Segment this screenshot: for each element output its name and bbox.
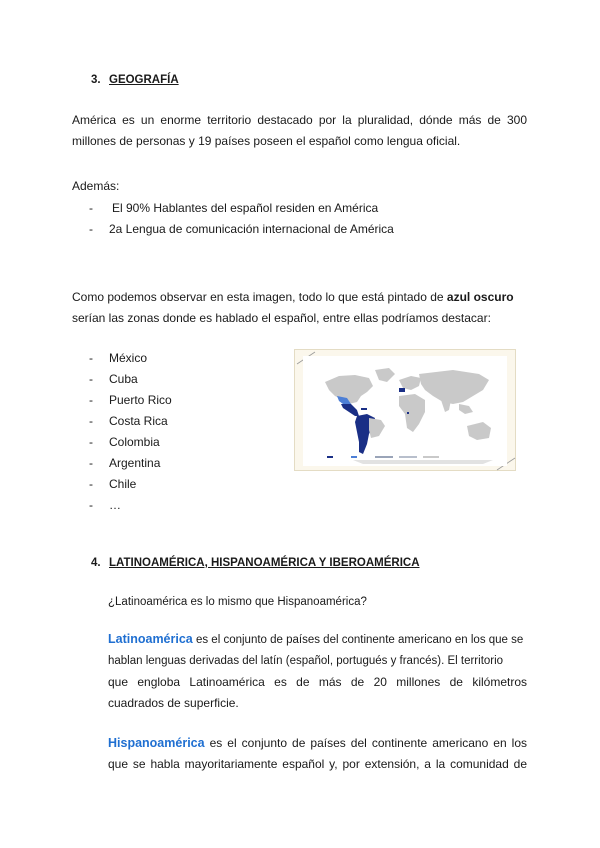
intro-line-1: América es un enorme territorio destacado por la pluralidad, dónde más de 300	[72, 113, 527, 127]
section-4-number: 4.	[91, 557, 101, 569]
section-3-heading	[91, 74, 179, 86]
observe-line-2: serían las zonas donde es hablado el español, entre ellas podríamos destacar:	[72, 311, 491, 325]
latinoamerica-term: Latinoamérica	[108, 632, 193, 646]
ademas-item-text: El 90% Hablantes del español residen en América	[112, 201, 379, 215]
dash-bullet: -	[89, 393, 93, 407]
ademas-list	[89, 198, 394, 240]
latino-line-4: cuadrados de superficie.	[108, 696, 239, 710]
country-name: Chile	[109, 477, 137, 491]
dash-bullet: -	[89, 414, 93, 428]
latino-line-2: hablan lenguas derivadas del latín (español, portugués y francés). El territorio	[108, 655, 504, 667]
hispano-line-2: que se habla mayoritariamente español y, por extensión, a la comunidad de	[108, 757, 527, 771]
list-item	[89, 219, 394, 240]
observe-bold-text: azul oscuro	[446, 290, 514, 304]
dash-bullet: -	[89, 222, 93, 236]
hispanoamerica-paragraph	[108, 733, 527, 775]
dash-bullet: -	[89, 435, 93, 449]
world-map-image	[294, 349, 516, 471]
country-name: México	[109, 351, 148, 365]
section-3-number: 3.	[91, 74, 101, 86]
dash-bullet: -	[89, 201, 93, 215]
dash-bullet: -	[89, 351, 93, 365]
country-name: Colombia	[109, 435, 160, 449]
list-item	[89, 432, 172, 453]
list-item	[89, 411, 172, 432]
country-name: Cuba	[109, 372, 138, 386]
section-3-title: GEOGRAFÍA	[109, 74, 179, 86]
country-name: Argentina	[109, 456, 161, 470]
observe-text: Como podemos observar en esta imagen, todo lo que está pintado de	[72, 290, 447, 304]
intro-paragraph	[72, 110, 527, 152]
country-list	[89, 348, 172, 516]
observe-line-1	[72, 287, 527, 308]
world-map-graphic	[303, 356, 507, 466]
country-name: Puerto Rico	[109, 393, 172, 407]
hispano-text: es el conjunto de países del continente americano en los	[204, 736, 527, 750]
latino-line-1	[108, 629, 527, 651]
section-4-heading	[91, 557, 420, 569]
section-4-question: ¿Latinoamérica es lo mismo que Hispanoamérica?	[108, 596, 367, 608]
latino-text: es el conjunto de países del continente americano en los que se	[192, 634, 524, 646]
list-item	[89, 390, 172, 411]
list-item	[89, 369, 172, 390]
dash-bullet: -	[89, 456, 93, 470]
list-item	[89, 474, 172, 495]
section-4-title: LATINOAMÉRICA, HISPANOAMÉRICA Y IBEROAMÉRICA	[109, 557, 420, 569]
list-item	[89, 198, 394, 219]
ademas-label: Además:	[72, 179, 120, 193]
list-item	[89, 348, 172, 369]
world-map	[303, 356, 507, 466]
list-item	[89, 453, 172, 474]
hispanoamerica-term: Hispanoamérica	[108, 736, 205, 750]
country-name: Costa Rica	[109, 414, 168, 428]
ademas-item-text: 2a Lengua de comunicación internacional de América	[109, 222, 394, 236]
latino-line-3: que engloba Latinoamérica es de más de 20 millones de kilómetros	[108, 675, 527, 689]
observe-paragraph	[72, 287, 527, 329]
latinoamerica-paragraph	[108, 629, 527, 714]
dash-bullet: -	[89, 498, 93, 512]
hispano-line-1	[108, 733, 527, 754]
intro-line-2: millones de personas y 19 países poseen el español como lengua oficial.	[72, 134, 461, 148]
country-name: …	[109, 498, 121, 512]
list-item	[89, 495, 172, 516]
dash-bullet: -	[89, 372, 93, 386]
dash-bullet: -	[89, 477, 93, 491]
